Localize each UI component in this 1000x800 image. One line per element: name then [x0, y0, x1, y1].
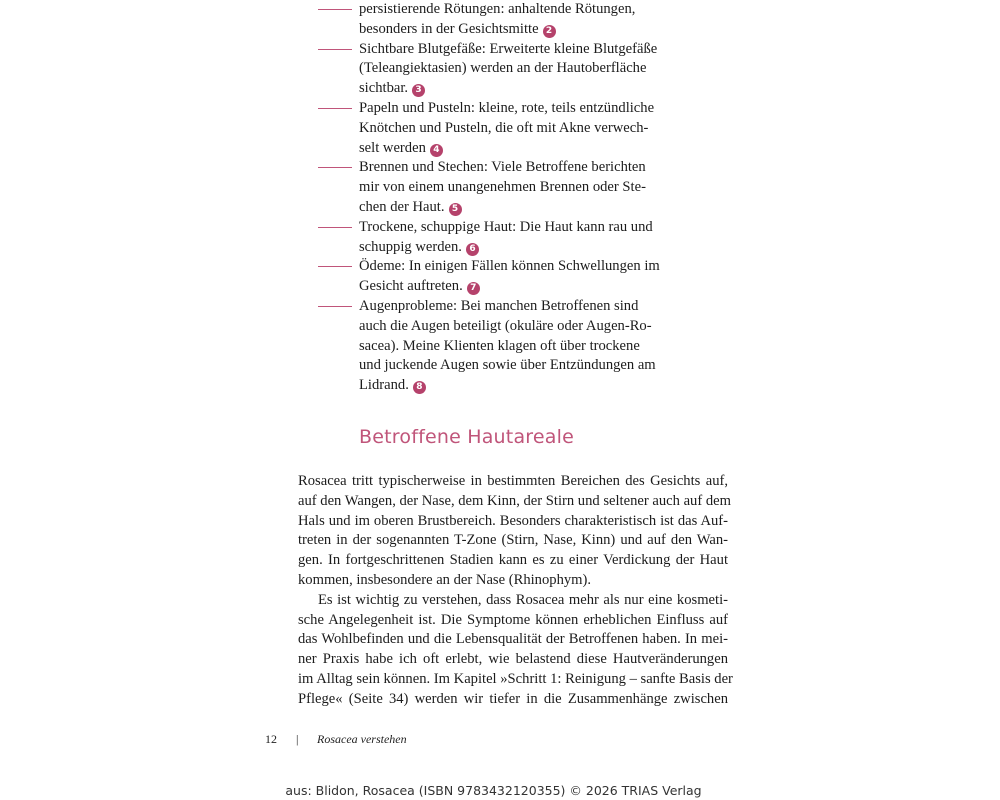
list-dash [318, 167, 352, 168]
source-citation: aus: Blidon, Rosacea (ISBN 9783432120355) © 2026 TRIAS Verlag [285, 783, 702, 798]
paragraph-line: treten in der sogenannten T-Zone (Stirn, Nase, Kinn) und auf den Wan- [298, 532, 728, 549]
item-text-line: (Teleangiektasien) werden an der Hautoberfläche [359, 60, 647, 77]
symptom-item [318, 0, 678, 40]
paragraph-line: im Alltag sein können. Im Kapitel »Schritt 1: Reinigung – sanfte Basis der [298, 670, 733, 687]
symptom-item [318, 218, 678, 258]
item-text-line: und juckende Augen sowie über Entzündungen am [359, 357, 656, 374]
footer-separator: | [296, 732, 299, 746]
list-dash [318, 9, 352, 10]
item-text-line: sichtbar. 3 [359, 79, 678, 99]
list-dash [318, 266, 352, 267]
page-number: 12 [265, 732, 277, 746]
symptom-list [318, 0, 678, 396]
symptom-item [318, 99, 678, 158]
item-text-line: selt werden 4 [359, 139, 678, 159]
symptom-item [318, 297, 678, 396]
list-dash [318, 227, 352, 228]
list-dash [318, 306, 352, 307]
paragraph-line: Pflege« (Seite 34) werden wir tiefer in die Zusammenhänge zwischen [298, 690, 728, 707]
paragraph [298, 472, 731, 591]
item-text-line: Sichtbare Blutgefäße: Erweiterte kleine Blutgefäße [359, 40, 658, 57]
section-heading: Betroffene Hautareale [359, 426, 574, 448]
item-text-line: Knötchen und Pusteln, die oft mit Akne verwech- [359, 119, 649, 136]
paragraph [298, 591, 733, 710]
item-text-line: Gesicht auftreten. 7 [359, 277, 678, 297]
list-dash [318, 49, 352, 50]
item-text-line: persistierende Rötungen: anhaltende Rötungen, [359, 1, 636, 17]
symptom-item [318, 40, 678, 99]
paragraph-line: sche Angelegenheit ist. Die Symptome können erheblichen Einfluss auf [298, 611, 728, 628]
item-text-line: auch die Augen beteiligt (okuläre oder Augen-Ro- [359, 317, 652, 334]
paragraph-line: Rosacea tritt typischerweise in bestimmten Bereichen des Gesichts auf, [298, 473, 728, 489]
paragraph-line: kommen, insbesondere an der Nase (Rhinophym). [298, 571, 592, 588]
paragraph-line: gen. In fortgeschrittenen Stadien kann es zu einer Verdickung der Haut [298, 552, 728, 569]
item-text-line: Ödeme: In einigen Fällen können Schwellungen im [359, 258, 660, 275]
item-text-line: Lidrand. 8 [359, 376, 678, 396]
paragraph-line: Es ist wichtig zu verstehen, dass Rosacea mehr als nur eine kosmeti- [318, 591, 728, 608]
paragraph-line: ner Praxis habe ich oft erlebt, wie belastend diese Hautveränderungen [298, 651, 728, 668]
item-text-line: chen der Haut. 5 [359, 198, 678, 218]
running-title: Rosacea verstehen [317, 732, 407, 746]
item-text-line: Trockene, schuppige Haut: Die Haut kann rau und [359, 218, 653, 235]
figure-marker: 8 [413, 381, 426, 394]
item-text-line: Augenprobleme: Bei manchen Betroffenen sind [359, 297, 639, 314]
list-dash [318, 108, 352, 109]
item-text-line: besonders in der Gesichtsmitte 2 [359, 20, 678, 40]
body-text [298, 472, 733, 710]
symptom-item [318, 158, 678, 217]
paragraph-line: auf den Wangen, der Nase, dem Kinn, der Stirn und seltener auch auf dem [298, 492, 731, 509]
figure-marker: 6 [466, 243, 479, 256]
figure-marker: 5 [449, 203, 462, 216]
symptom-item [318, 257, 678, 297]
item-text-line: Brennen und Stechen: Viele Betroffene berichten [359, 159, 646, 176]
item-text-line: schuppig werden. 6 [359, 238, 678, 258]
paragraph-line: Hals und im oberen Brustbereich. Besonders charakteristisch ist das Auf- [298, 512, 728, 529]
figure-marker: 7 [467, 282, 480, 295]
item-text-line: Papeln und Pusteln: kleine, rote, teils entzündliche [359, 99, 655, 116]
paragraph-line: das Wohlbefinden und die Lebensqualität der Betroffenen haben. In mei- [298, 631, 728, 648]
figure-marker: 4 [430, 144, 443, 157]
figure-marker: 3 [412, 84, 425, 97]
item-text-line: mir von einem unangenehmen Brennen oder Ste- [359, 179, 646, 196]
item-text-line: sacea). Meine Klienten klagen oft über trockene [359, 337, 640, 354]
figure-marker: 2 [543, 25, 556, 38]
